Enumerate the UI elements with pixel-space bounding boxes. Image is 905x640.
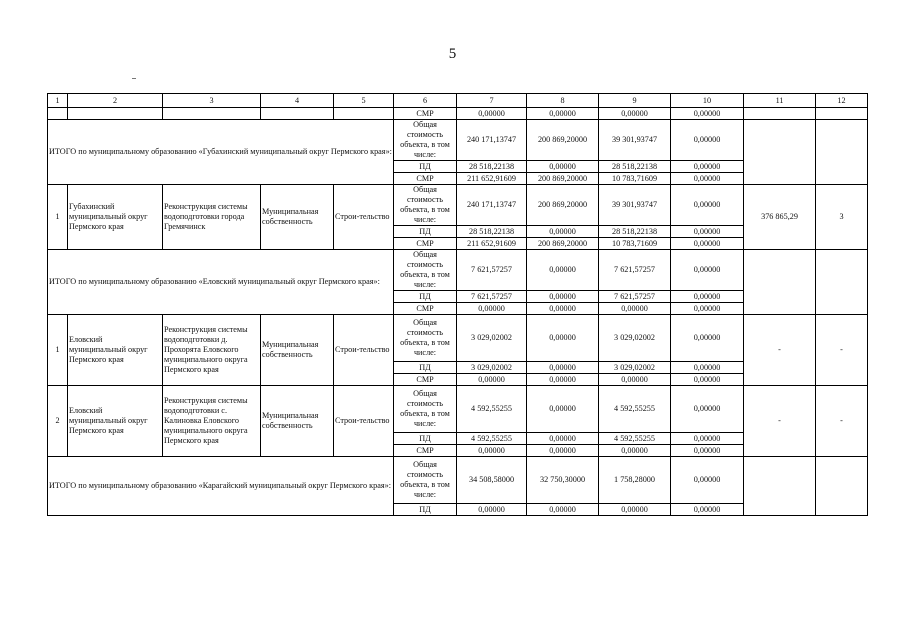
value-cell: 7 621,57257 — [599, 250, 671, 291]
value-cell: 0,00000 — [527, 108, 599, 120]
col-header: 1 — [48, 94, 68, 108]
value-cell: 0,00000 — [671, 315, 744, 362]
municipality-cell: Губахинский муниципальный округ Пермского края — [68, 185, 163, 250]
table-row — [48, 250, 868, 291]
value-cell: 0,00000 — [599, 108, 671, 120]
row-type-total: Общая стоимость объекта, в том числе: — [394, 457, 457, 504]
value-cell: 3 029,02002 — [457, 362, 527, 374]
value-cell: 0,00000 — [671, 433, 744, 445]
col-header: 4 — [261, 94, 334, 108]
value-cell: 39 301,93747 — [599, 120, 671, 161]
row-type-smr: СМР — [394, 374, 457, 386]
item-number: 2 — [48, 386, 68, 457]
item-number: 1 — [48, 185, 68, 250]
value-cell: 7 621,57257 — [457, 250, 527, 291]
value-cell: 10 783,71609 — [599, 238, 671, 250]
col12-value: 3 — [816, 185, 868, 250]
value-cell: 0,00000 — [671, 250, 744, 291]
ownership-cell: Муниципальная собственность — [261, 185, 334, 250]
value-cell: 4 592,55255 — [457, 433, 527, 445]
col-header: 3 — [163, 94, 261, 108]
col-header: 5 — [334, 94, 394, 108]
value-cell: 200 869,20000 — [527, 238, 599, 250]
value-cell: 0,00000 — [671, 226, 744, 238]
value-cell: 0,00000 — [457, 374, 527, 386]
value-cell: 39 301,93747 — [599, 185, 671, 226]
row-type-total: Общая стоимость объекта, в том числе: — [394, 386, 457, 433]
value-cell: 4 592,55255 — [599, 386, 671, 433]
work-type-cell: Строи-тельство — [334, 315, 394, 386]
value-cell: 34 508,58000 — [457, 457, 527, 504]
value-cell: 0,00000 — [599, 504, 671, 516]
value-cell: 0,00000 — [457, 445, 527, 457]
col-header: 7 — [457, 94, 527, 108]
row-type-pd: ПД — [394, 433, 457, 445]
value-cell: 28 518,22138 — [457, 161, 527, 173]
col-header: 10 — [671, 94, 744, 108]
value-cell: 200 869,20000 — [527, 185, 599, 226]
value-cell: 0,00000 — [671, 374, 744, 386]
value-cell: 200 869,20000 — [527, 120, 599, 161]
value-cell: 0,00000 — [671, 185, 744, 226]
value-cell: 240 171,13747 — [457, 185, 527, 226]
row-type-smr: СМР — [394, 238, 457, 250]
table-row — [48, 386, 868, 433]
value-cell: 0,00000 — [671, 238, 744, 250]
value-cell: 0,00000 — [671, 108, 744, 120]
value-cell: 7 621,57257 — [599, 291, 671, 303]
value-cell: 0,00000 — [527, 161, 599, 173]
value-cell: 0,00000 — [599, 374, 671, 386]
value-cell: 0,00000 — [527, 362, 599, 374]
value-cell: 0,00000 — [671, 303, 744, 315]
municipality-cell: Еловский муниципальный округ Пермского края — [68, 386, 163, 457]
value-cell: 3 029,02002 — [457, 315, 527, 362]
value-cell: 0,00000 — [457, 504, 527, 516]
col11-value: 376 865,29 — [744, 185, 816, 250]
scan-mark — [132, 78, 136, 79]
value-cell: 0,00000 — [527, 374, 599, 386]
value-cell: 0,00000 — [671, 161, 744, 173]
row-type-total: Общая стоимость объекта, в том числе: — [394, 120, 457, 161]
value-cell: 200 869,20000 — [527, 173, 599, 185]
municipality-cell: Еловский муниципальный округ Пермского края — [68, 315, 163, 386]
value-cell: 0,00000 — [671, 362, 744, 374]
value-cell: 0,00000 — [671, 291, 744, 303]
table-row — [48, 108, 868, 120]
value-cell: 0,00000 — [671, 445, 744, 457]
section-total-label: ИТОГО по муниципальному образованию «Еловский муниципальный округ Пермского края»: — [48, 250, 394, 315]
row-type-pd: ПД — [394, 161, 457, 173]
page-number: 5 — [448, 46, 457, 62]
value-cell: 0,00000 — [671, 504, 744, 516]
value-cell: 0,00000 — [527, 315, 599, 362]
row-type-total: Общая стоимость объекта, в том числе: — [394, 250, 457, 291]
value-cell: 0,00000 — [527, 226, 599, 238]
col-header: 2 — [68, 94, 163, 108]
value-cell: 32 750,30000 — [527, 457, 599, 504]
header-row — [48, 94, 868, 108]
value-cell: 28 518,22138 — [599, 161, 671, 173]
value-cell: 0,00000 — [457, 108, 527, 120]
value-cell: 0,00000 — [527, 504, 599, 516]
col-header: 12 — [816, 94, 868, 108]
col-header: 6 — [394, 94, 457, 108]
value-cell: 0,00000 — [599, 445, 671, 457]
section-total-label: ИТОГО по муниципальному образованию «Карагайский муниципальный округ Пермского края»: — [48, 457, 394, 516]
col12-value: - — [816, 315, 868, 386]
value-cell: 0,00000 — [671, 120, 744, 161]
value-cell: 1 758,28000 — [599, 457, 671, 504]
work-type-cell: Строи-тельство — [334, 185, 394, 250]
value-cell: 28 518,22138 — [599, 226, 671, 238]
value-cell: 0,00000 — [527, 303, 599, 315]
col11-value: - — [744, 315, 816, 386]
object-cell: Реконструкция системы водоподготовки города Гремячинск — [163, 185, 261, 250]
work-type-cell: Строи-тельство — [334, 386, 394, 457]
row-type-smr: СМР — [394, 173, 457, 185]
col-header: 8 — [527, 94, 599, 108]
value-cell: 0,00000 — [527, 445, 599, 457]
value-cell: 7 621,57257 — [457, 291, 527, 303]
section-total-label: ИТОГО по муниципальному образованию «Губахинский муниципальный округ Пермского края»: — [48, 120, 394, 185]
row-type-smr: СМР — [394, 108, 457, 120]
value-cell: 240 171,13747 — [457, 120, 527, 161]
col11-value: - — [744, 386, 816, 457]
col12-value: - — [816, 386, 868, 457]
value-cell: 0,00000 — [671, 457, 744, 504]
value-cell: 0,00000 — [527, 386, 599, 433]
value-cell: 0,00000 — [599, 303, 671, 315]
table-row — [48, 315, 868, 362]
row-type-smr: СМР — [394, 303, 457, 315]
value-cell: 0,00000 — [527, 433, 599, 445]
table-row — [48, 457, 868, 504]
col-header: 9 — [599, 94, 671, 108]
row-type-total: Общая стоимость объекта, в том числе: — [394, 185, 457, 226]
value-cell: 211 652,91609 — [457, 238, 527, 250]
item-number: 1 — [48, 315, 68, 386]
col-header: 11 — [744, 94, 816, 108]
investment-table — [47, 93, 868, 516]
value-cell: 211 652,91609 — [457, 173, 527, 185]
value-cell: 10 783,71609 — [599, 173, 671, 185]
value-cell: 0,00000 — [671, 173, 744, 185]
table-row — [48, 120, 868, 161]
value-cell: 0,00000 — [527, 250, 599, 291]
table-row — [48, 185, 868, 226]
object-cell: Реконструкция системы водоподготовки с. Калиновка Еловского муниципального округа Пермского края — [163, 386, 261, 457]
value-cell: 4 592,55255 — [599, 433, 671, 445]
value-cell: 3 029,02002 — [599, 362, 671, 374]
row-type-pd: ПД — [394, 291, 457, 303]
value-cell: 28 518,22138 — [457, 226, 527, 238]
row-type-pd: ПД — [394, 226, 457, 238]
value-cell: 0,00000 — [527, 291, 599, 303]
object-cell: Реконструкция системы водоподготовки д. Прохорята Еловского муниципального округа Пермского края — [163, 315, 261, 386]
row-type-pd: ПД — [394, 504, 457, 516]
value-cell: 0,00000 — [671, 386, 744, 433]
ownership-cell: Муниципальная собственность — [261, 386, 334, 457]
row-type-total: Общая стоимость объекта, в том числе: — [394, 315, 457, 362]
value-cell: 3 029,02002 — [599, 315, 671, 362]
ownership-cell: Муниципальная собственность — [261, 315, 334, 386]
row-type-pd: ПД — [394, 362, 457, 374]
row-type-smr: СМР — [394, 445, 457, 457]
value-cell: 0,00000 — [457, 303, 527, 315]
value-cell: 4 592,55255 — [457, 386, 527, 433]
